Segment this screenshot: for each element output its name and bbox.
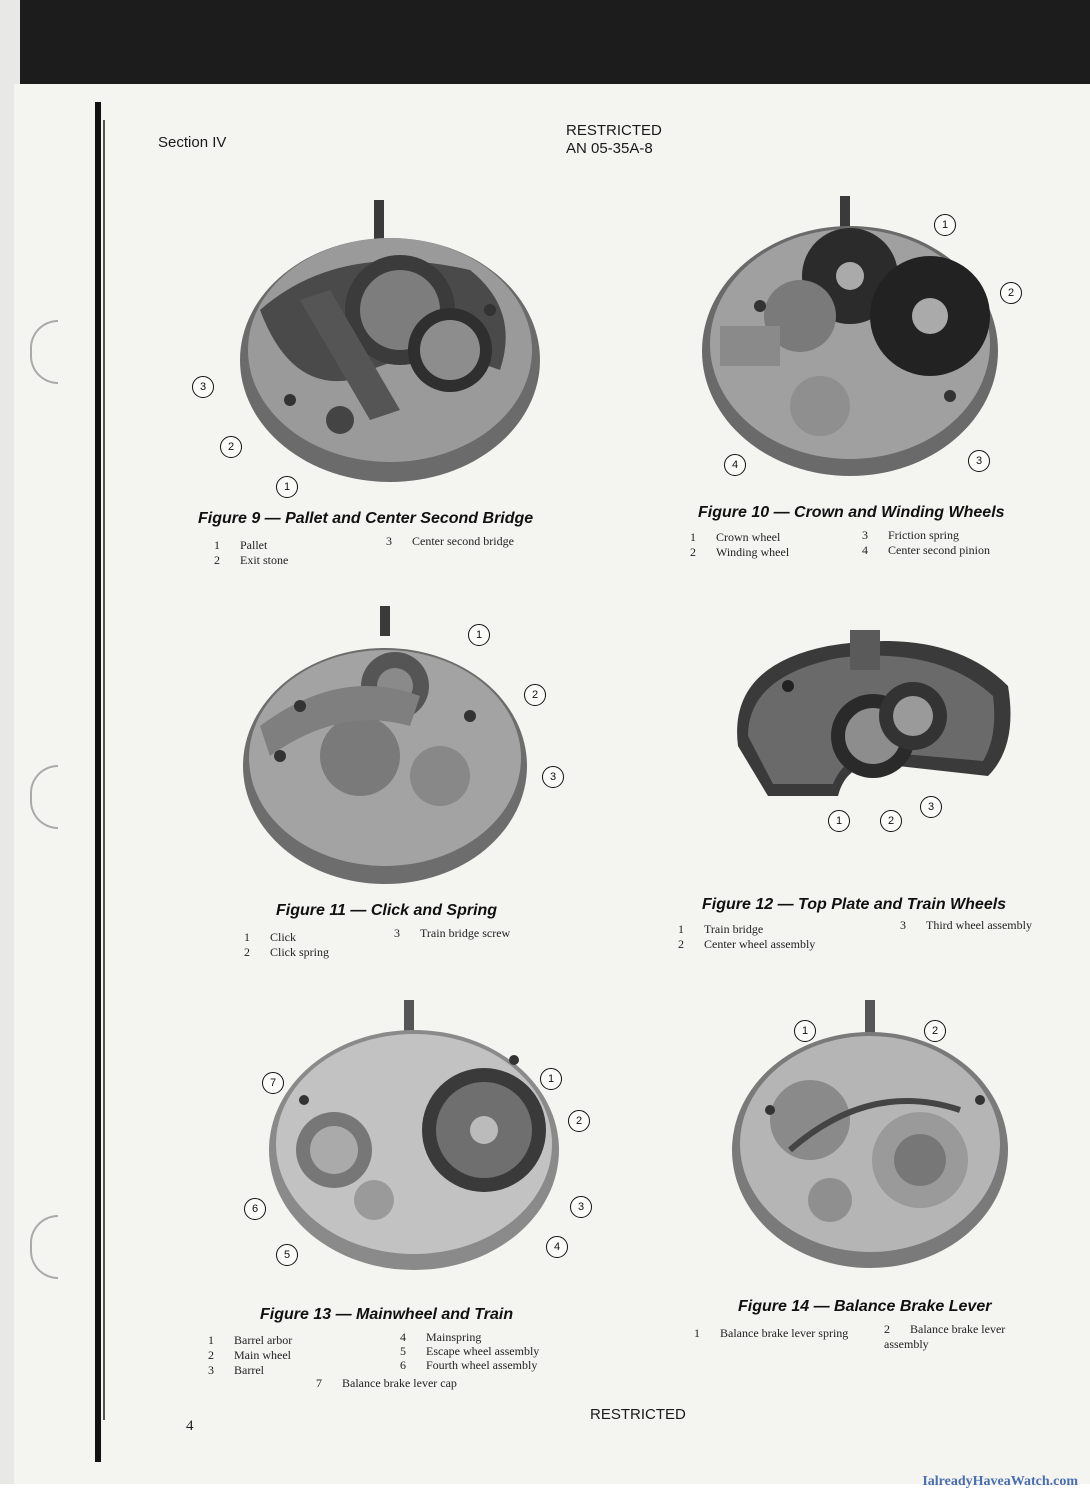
figure-9-legend-1: 1 Pallet [214,538,268,552]
callout-4: 4 [546,1236,568,1258]
header-classification: RESTRICTED [566,122,662,139]
callout-3: 3 [968,450,990,472]
callout-1: 1 [828,810,850,832]
figure-10-image [700,196,1015,486]
binding-edge-inner [103,120,105,1420]
figure-9-image [199,200,540,500]
binding-edge [95,102,101,1462]
figure-12-legend-2: 2 Center wheel assembly [678,937,816,951]
watermark: IalreadyHaveaWatch.com [922,1474,1078,1489]
figure-10-caption: Figure 10 — Crown and Winding Wheels [698,504,1005,521]
figure-11-caption: Figure 11 — Click and Spring [276,902,498,919]
figure-12-legend-1: 1 Train bridge [678,922,764,936]
callout-6: 6 [244,1198,266,1220]
figure-13-legend-2: 2 Main wheel [208,1348,291,1362]
figure-13-legend-1: 1 Barrel arbor [208,1333,293,1347]
figure-10-legend-1: 1 Crown wheel [690,530,781,544]
figure-11-legend-2: 2 Click spring [244,945,329,959]
figure-13-caption: Figure 13 — Mainwheel and Train [260,1306,514,1323]
callout-3: 3 [920,796,942,818]
figure-13-legend-7: 7 Balance brake lever cap [316,1376,457,1390]
figure-14-image [730,1000,1020,1280]
callout-2: 2 [1000,282,1022,304]
callout-2: 2 [220,436,242,458]
figure-13-image [251,1000,585,1280]
callout-1: 1 [934,214,956,236]
figure-13-legend-5: 5 Escape wheel assembly [400,1344,540,1358]
figure-11-image [240,606,557,896]
callout-2: 2 [524,684,546,706]
figure-9-caption: Figure 9 — Pallet and Center Second Bridge [198,510,534,527]
figure-11-legend-3: 3 Train bridge screw [394,926,511,940]
callout-1: 1 [468,624,490,646]
figure-13-legend-3: 3 Barrel [208,1363,264,1377]
figure-10-legend-3: 3 Friction spring [862,528,959,542]
figure-10-legend-4: 4 Center second pinion [862,543,990,557]
document-number: AN 05-35A-8 [566,140,653,157]
callout-3: 3 [542,766,564,788]
figure-12-legend-3: 3 Third wheel assembly [900,918,1032,932]
callout-5: 5 [276,1244,298,1266]
figure-9-legend-3: 3 Center second bridge [386,534,514,548]
callout-7: 7 [262,1072,284,1094]
figure-11-legend-1: 1 Click [244,930,296,944]
figure-10-legend-2: 2 Winding wheel [690,545,790,559]
callout-4: 4 [724,454,746,476]
callout-1: 1 [276,476,298,498]
figure-13-legend-4: 4 Mainspring [400,1330,482,1344]
callout-2: 2 [924,1020,946,1042]
figure-9-legend-2: 2 Exit stone [214,553,289,567]
figure-13-legend-6: 6 Fourth wheel assembly [400,1358,538,1372]
scan-background [0,0,1090,88]
page-number: 4 [186,1418,194,1434]
callout-1: 1 [540,1068,562,1090]
figure-14-caption: Figure 14 — Balance Brake Lever [738,1298,992,1315]
callout-2: 2 [880,810,902,832]
figure-12-caption: Figure 12 — Top Plate and Train Wheels [702,896,1007,913]
figure-14-legend-1: 1 Balance brake lever spring [694,1326,849,1340]
footer-classification: RESTRICTED [590,1406,686,1423]
figure-14-legend-2: 2 Balance brake lever assembly [884,1322,1006,1351]
section-label: Section IV [158,134,227,151]
callout-2: 2 [568,1110,590,1132]
callout-1: 1 [794,1020,816,1042]
callout-3: 3 [570,1196,592,1218]
callout-3: 3 [192,376,214,398]
figure-12-image [728,626,1018,806]
